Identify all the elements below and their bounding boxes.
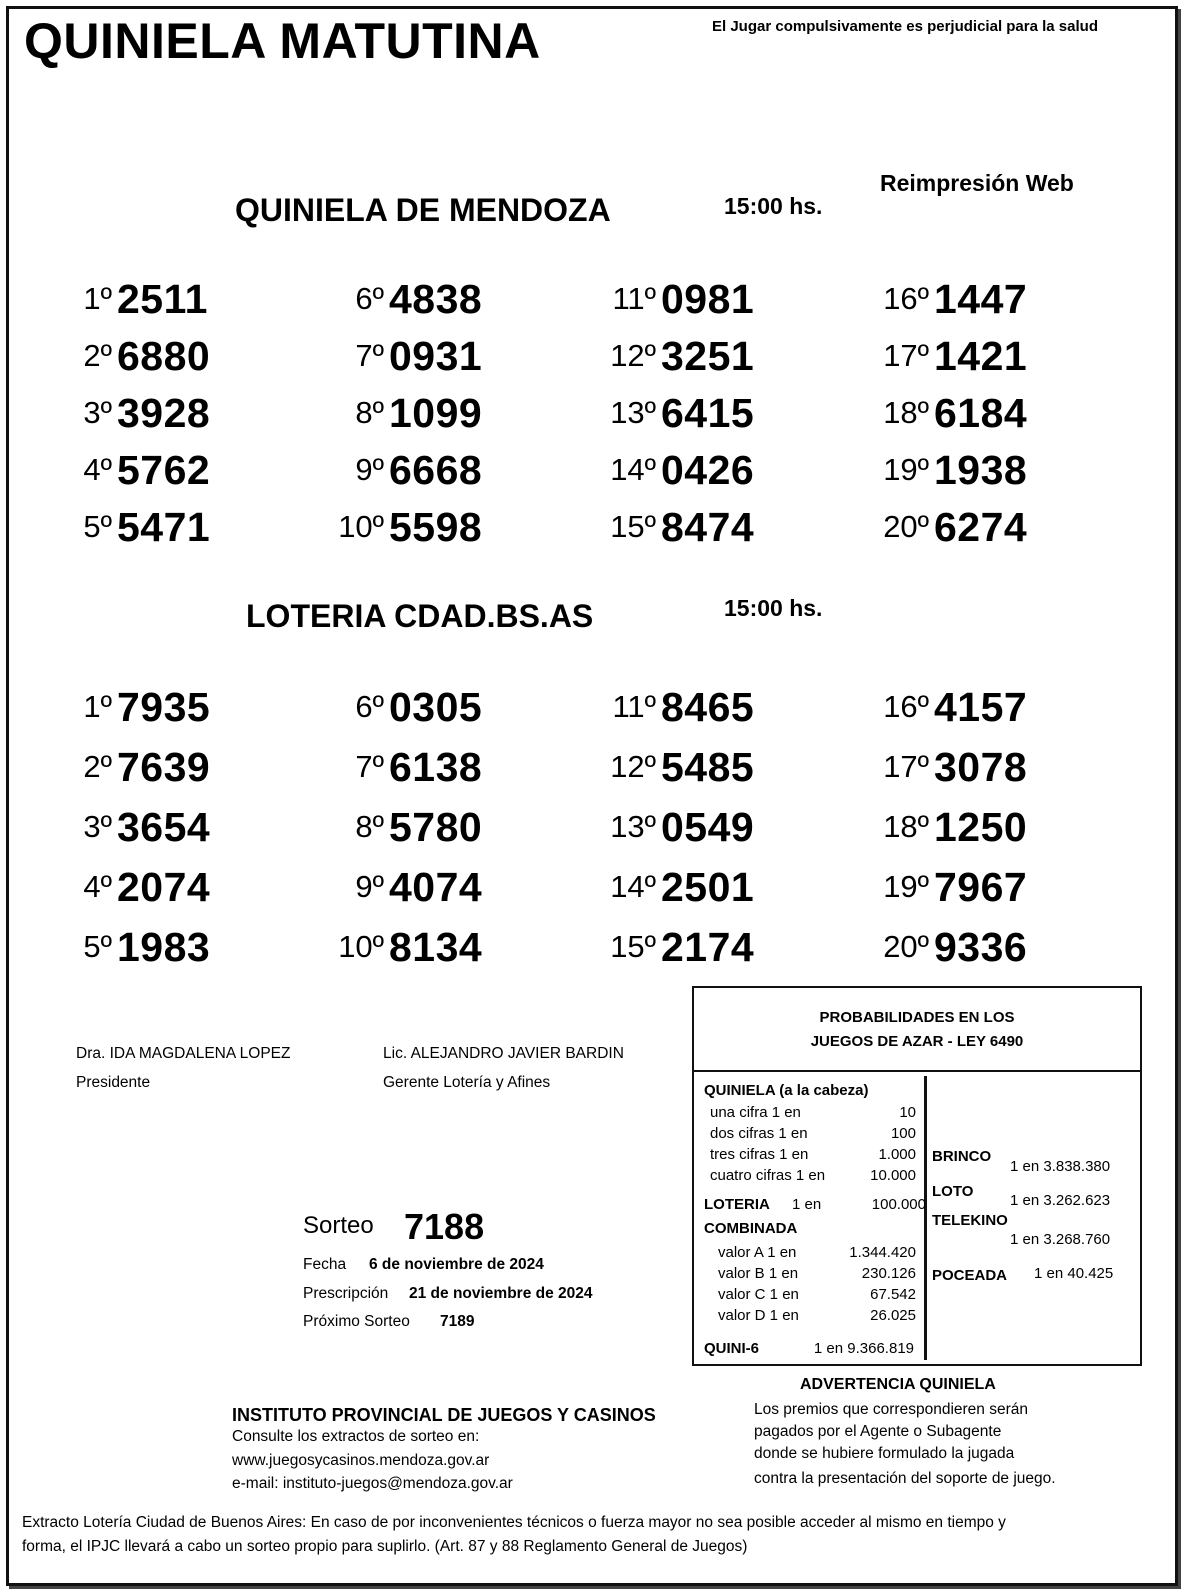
result-position: 14º [610,452,656,487]
prob-value: 1.000 [878,1146,916,1163]
result-position: 1º [83,281,112,316]
result-number: 5780 [389,804,483,850]
result-number: 3078 [934,744,1028,790]
instituto-email-link[interactable]: e-mail: instituto-juegos@mendoza.gov.ar [232,1475,513,1492]
prescripcion-value: 21 de noviembre de 2024 [409,1285,593,1302]
result-position: 4º [83,869,112,904]
probabilities-header [694,988,1140,1072]
result-number: 1250 [934,804,1028,850]
fecha-label: Fecha [303,1256,347,1273]
result-position: 3º [83,809,112,844]
telekino-value: 1 en 3.268.760 [1010,1231,1111,1248]
result-number: 6274 [934,504,1028,550]
result-position: 19º [883,869,929,904]
result-position: 20º [883,929,929,964]
result-number: 2501 [661,864,755,910]
prob-label: una cifra 1 en [710,1104,801,1121]
result-position: 18º [883,395,929,430]
prob-label: valor D 1 en [718,1307,799,1324]
prob-value: 10.000 [870,1167,916,1184]
result-position: 7º [355,338,384,373]
result-number: 0931 [389,333,483,379]
poceada-value: 1 en 40.425 [1034,1265,1114,1282]
sorteo-label: Sorteo [303,1212,374,1239]
quini6-label: QUINI-6 [704,1340,760,1357]
mendoza-title: QUINIELA DE MENDOZA [235,192,611,228]
divider [924,1076,927,1360]
result-position: 6º [355,689,384,724]
fecha-value: 6 de noviembre de 2024 [369,1256,544,1273]
prob-label: dos cifras 1 en [710,1125,808,1142]
result-position: 10º [338,929,384,964]
brinco-label: BRINCO [932,1148,992,1165]
result-number: 4074 [389,864,483,910]
instituto-consulte: Consulte los extractos de sorteo en: [232,1428,480,1445]
result-position: 7º [355,749,384,784]
result-number: 2511 [117,276,208,322]
result-number: 5471 [117,504,211,550]
result-position: 20º [883,509,929,544]
prescripcion-label: Prescripción [303,1285,389,1302]
telekino-label: TELEKINO [932,1212,1008,1229]
result-number: 7967 [934,864,1028,910]
result-number: 2074 [117,864,211,910]
result-number: 0426 [661,447,755,493]
advertencia-line: donde se hubiere formulado la jugada [754,1445,1015,1462]
quini6-value: 1 en 9.366.819 [813,1340,914,1357]
result-position: 17º [883,338,929,373]
result-number: 6668 [389,447,483,493]
result-number: 6184 [934,390,1028,436]
result-position: 18º [883,809,929,844]
prob-label: cuatro cifras 1 en [710,1167,826,1184]
loteria-prob-value: 100.000 [871,1196,926,1213]
advertencia-title: ADVERTENCIA QUINIELA [800,1376,996,1393]
result-number: 5485 [661,744,755,790]
result-number: 2174 [661,924,755,970]
prob-value: 10 [899,1104,916,1121]
poceada-label: POCEADA [932,1267,1008,1284]
prob-label: valor B 1 en [718,1265,799,1282]
loteria-title: LOTERIA CDAD.BS.AS [246,598,594,634]
prob-value: 67.542 [870,1286,916,1303]
health-warning: El Jugar compulsivamente es perjudicial para la salud [712,18,1098,35]
prob-label: valor C 1 en [718,1286,799,1303]
result-position: 17º [883,749,929,784]
result-number: 3928 [117,390,211,436]
result-position: 10º [338,509,384,544]
result-position: 8º [355,395,384,430]
result-position: 3º [83,395,112,430]
result-position: 13º [610,809,656,844]
signature-name: Dra. IDA MAGDALENA LOPEZ [76,1045,291,1062]
result-number: 1447 [934,276,1028,322]
result-number: 3251 [661,333,755,379]
result-position: 9º [355,869,384,904]
mendoza-time: 15:00 hs. [724,193,823,219]
result-number: 4157 [934,684,1028,730]
result-number: 0981 [661,276,755,322]
result-position: 14º [610,869,656,904]
result-number: 9336 [934,924,1028,970]
result-position: 12º [610,338,656,373]
result-number: 5762 [117,447,211,493]
brinco-value: 1 en 3.838.380 [1010,1158,1111,1175]
advertencia-line: pagados por el Agente o Subagente [754,1423,1002,1440]
probabilities-subtitle: JUEGOS DE AZAR - LEY 6490 [810,1033,1024,1050]
result-number: 1983 [117,924,211,970]
result-number: 7639 [117,744,211,790]
result-position: 8º [355,809,384,844]
prob-value: 26.025 [870,1307,916,1324]
result-position: 15º [610,929,656,964]
result-position: 4º [83,452,112,487]
result-position: 15º [610,509,656,544]
result-position: 16º [883,281,929,316]
result-position: 9º [355,452,384,487]
reprint-label: Reimpresión Web [880,170,1074,196]
result-position: 6º [355,281,384,316]
loteria-prob-label: LOTERIA [704,1196,770,1213]
result-number: 4838 [389,276,483,322]
result-number: 7935 [117,684,211,730]
page-title: QUINIELA MATUTINA [24,13,541,69]
result-position: 16º [883,689,929,724]
result-number: 1421 [934,333,1028,379]
result-number: 1099 [389,390,483,436]
result-number: 3654 [117,804,211,850]
result-position: 5º [83,929,112,964]
prob-value: 1.344.420 [849,1244,916,1261]
probabilities-title: PROBABILIDADES EN LOS [819,1009,1015,1026]
footer-note: forma, el IPJC llevará a cabo un sorteo propio para suplirlo. (Art. 87 y 88 Reglamento General de Juegos) [22,1538,748,1555]
result-position: 11º [612,689,656,724]
advertencia-line: Los premios que correspondieren serán [754,1401,1028,1418]
quiniela-prob-title: QUINIELA (a la cabeza) [704,1082,869,1099]
probabilities-box [692,986,1142,1366]
instituto-web-link[interactable]: www.juegosycasinos.mendoza.gov.ar [232,1452,490,1469]
result-position: 12º [610,749,656,784]
result-position: 2º [83,749,112,784]
footer-note: Extracto Lotería Ciudad de Buenos Aires: En caso de por inconvenientes técnicos o fuerza mayor no sea posible acceder al mismo en tiempo y [22,1514,1006,1531]
prob-label: tres cifras 1 en [710,1146,809,1163]
result-number: 8474 [661,504,755,550]
prob-value: 230.126 [861,1265,916,1282]
prob-value: 100 [890,1125,916,1142]
advertencia-line: contra la presentación del soporte de juego. [754,1470,1056,1487]
result-number: 1938 [934,447,1028,493]
sorteo-number: 7188 [404,1206,485,1247]
result-position: 13º [610,395,656,430]
combinada-title: COMBINADA [704,1220,798,1237]
prob-label: valor A 1 en [718,1244,797,1261]
result-number: 6415 [661,390,755,436]
loto-label: LOTO [932,1183,974,1200]
signature-name: Lic. ALEJANDRO JAVIER BARDIN [383,1045,624,1062]
result-number: 6138 [389,744,483,790]
result-position: 19º [883,452,929,487]
result-number: 0305 [389,684,483,730]
signature-role: Presidente [76,1074,151,1091]
result-number: 8134 [389,924,483,970]
loteria-prob-en: 1 en [792,1196,822,1213]
result-position: 1º [83,689,112,724]
result-number: 5598 [389,504,483,550]
result-position: 2º [83,338,112,373]
result-position: 11º [612,281,656,316]
result-number: 0549 [661,804,755,850]
proximo-label: Próximo Sorteo [303,1313,410,1330]
result-number: 8465 [661,684,755,730]
result-number: 6880 [117,333,211,379]
signature-role: Gerente Lotería y Afines [383,1074,551,1091]
loto-value: 1 en 3.262.623 [1010,1192,1111,1209]
loteria-time: 15:00 hs. [724,595,823,621]
instituto-name: INSTITUTO PROVINCIAL DE JUEGOS Y CASINOS [232,1405,656,1425]
result-position: 5º [83,509,112,544]
proximo-value: 7189 [440,1313,475,1330]
